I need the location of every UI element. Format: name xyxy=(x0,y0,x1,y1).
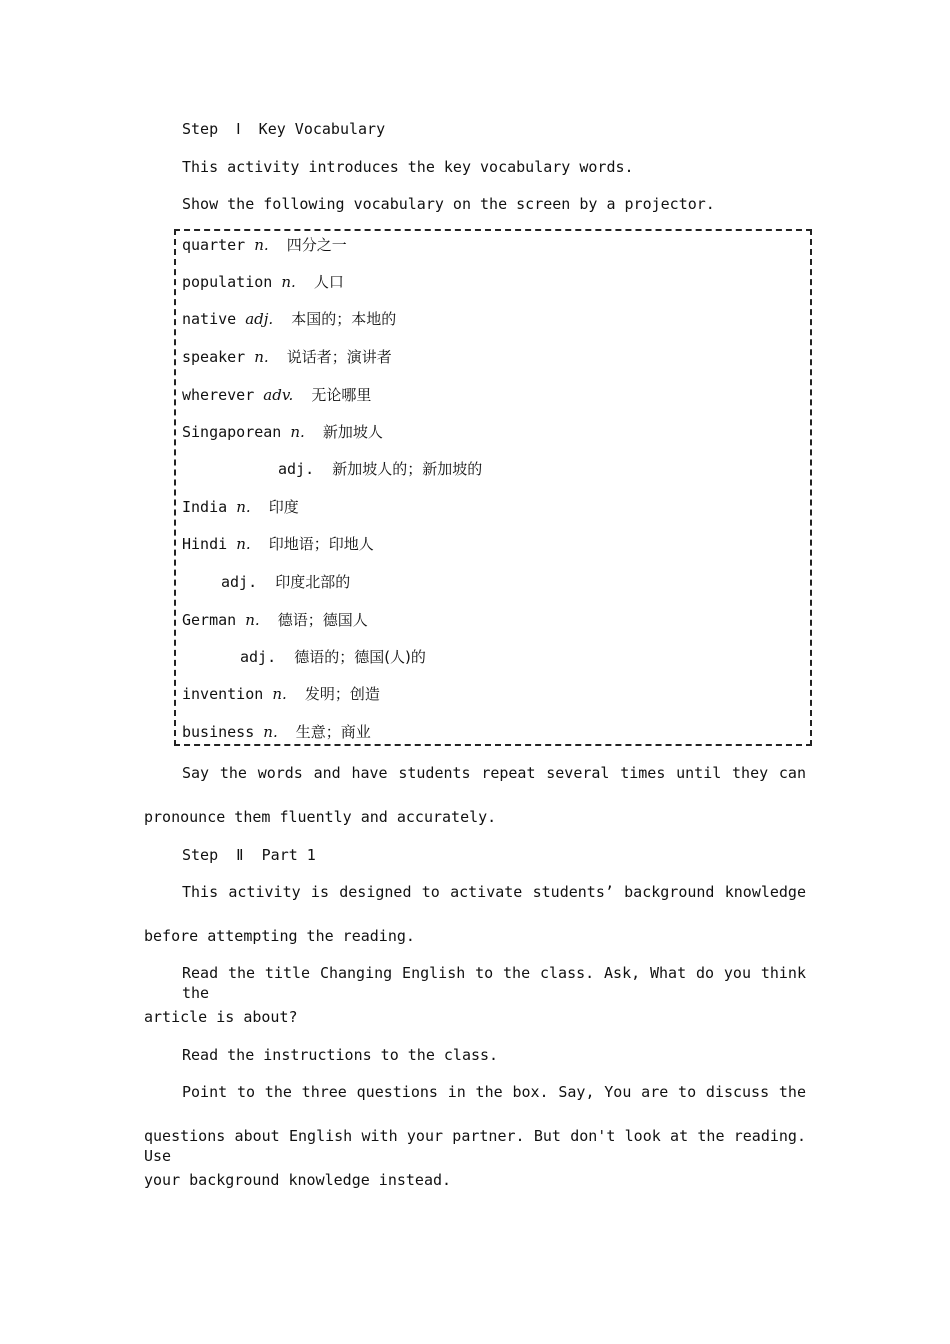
vocabulary-row xyxy=(182,272,344,292)
vocabulary-row xyxy=(278,459,482,479)
vocabulary-word: German xyxy=(182,611,237,629)
vocabulary-row xyxy=(182,722,371,742)
vocabulary-row xyxy=(182,385,371,405)
vocabulary-row xyxy=(182,235,347,255)
vocabulary-row xyxy=(240,647,426,667)
vocabulary-row xyxy=(182,422,383,442)
vocabulary-meaning: 新加坡人的；新加坡的 xyxy=(332,460,483,478)
vocabulary-part-of-speech: adv. xyxy=(263,386,294,404)
vocabulary-row xyxy=(182,497,299,517)
vocabulary-word: India xyxy=(182,498,228,516)
vocabulary-part-of-speech: adj. xyxy=(221,573,258,591)
step1-heading: Step Ⅰ Key Vocabulary xyxy=(182,120,386,138)
vocabulary-word: wherever xyxy=(182,386,255,404)
step1-paragraph-2: Show the following vocabulary on the screen by a projector. xyxy=(182,195,715,213)
vocabulary-row xyxy=(182,610,368,630)
vocabulary-word: invention xyxy=(182,685,264,703)
vocabulary-word: quarter xyxy=(182,236,246,254)
vocabulary-part-of-speech: n. xyxy=(254,236,269,254)
vocabulary-meaning: 德语；德国人 xyxy=(277,611,368,629)
vocabulary-meaning: 新加坡人 xyxy=(322,423,383,441)
vocabulary-word: native xyxy=(182,310,237,328)
vocabulary-word: Singaporean xyxy=(182,423,282,441)
step1-paragraph-1: This activity introduces the key vocabulary words. xyxy=(182,158,634,176)
vocabulary-meaning: 生意；商业 xyxy=(295,723,371,741)
vocabulary-row xyxy=(182,534,374,554)
vocabulary-part-of-speech: n. xyxy=(236,498,251,516)
after-vocab-line-2: pronounce them fluently and accurately. xyxy=(144,808,497,826)
vocabulary-part-of-speech: adj. xyxy=(278,460,315,478)
step2-paragraph-2-line-2: article is about? xyxy=(144,1008,298,1026)
vocabulary-meaning: 本国的；本地的 xyxy=(291,310,397,328)
vocabulary-meaning: 印地语；印地人 xyxy=(268,535,374,553)
vocabulary-part-of-speech: n. xyxy=(281,273,296,291)
step2-paragraph-1-line-1: This activity is designed to activate students’ background knowledge xyxy=(182,883,806,901)
step2-paragraph-4-line-2: questions about English with your partner. But don't look at the reading. Use xyxy=(144,1127,806,1165)
vocabulary-meaning: 人口 xyxy=(313,273,344,291)
step2-paragraph-2-line-1: Read the title Changing English to the class. Ask, What do you think the xyxy=(182,964,806,1002)
vocabulary-meaning: 说话者；演讲者 xyxy=(286,348,392,366)
vocabulary-row xyxy=(182,347,392,367)
vocabulary-word: speaker xyxy=(182,348,246,366)
vocabulary-meaning: 无论哪里 xyxy=(311,386,372,404)
vocabulary-part-of-speech: n. xyxy=(272,685,287,703)
after-vocab-line-1: Say the words and have students repeat several times until they can xyxy=(182,764,806,782)
vocabulary-part-of-speech: adj. xyxy=(245,310,274,328)
vocabulary-part-of-speech: n. xyxy=(245,611,260,629)
vocabulary-meaning: 德语的；德国(人)的 xyxy=(294,648,426,666)
vocabulary-part-of-speech: n. xyxy=(254,348,269,366)
vocabulary-row xyxy=(221,572,350,592)
vocabulary-part-of-speech: n. xyxy=(236,535,251,553)
vocabulary-meaning: 印度北部的 xyxy=(275,573,351,591)
vocabulary-meaning: 印度 xyxy=(268,498,299,516)
vocabulary-meaning: 四分之一 xyxy=(286,236,347,254)
vocabulary-part-of-speech: n. xyxy=(290,423,305,441)
vocabulary-row xyxy=(182,309,396,329)
step2-paragraph-1-line-2: before attempting the reading. xyxy=(144,927,415,945)
step2-paragraph-4-line-3: your background knowledge instead. xyxy=(144,1171,452,1189)
step2-paragraph-3: Read the instructions to the class. xyxy=(182,1046,499,1064)
vocabulary-meaning: 发明；创造 xyxy=(304,685,380,703)
vocabulary-word: Hindi xyxy=(182,535,228,553)
step2-heading: Step Ⅱ Part 1 xyxy=(182,846,316,864)
vocabulary-part-of-speech: adj. xyxy=(240,648,277,666)
vocabulary-row xyxy=(182,684,380,704)
step2-paragraph-4-line-1: Point to the three questions in the box. Say, You are to discuss the xyxy=(182,1083,806,1101)
vocabulary-word: population xyxy=(182,273,273,291)
vocabulary-box xyxy=(174,229,812,746)
vocabulary-part-of-speech: n. xyxy=(263,723,278,741)
vocabulary-word: business xyxy=(182,723,255,741)
